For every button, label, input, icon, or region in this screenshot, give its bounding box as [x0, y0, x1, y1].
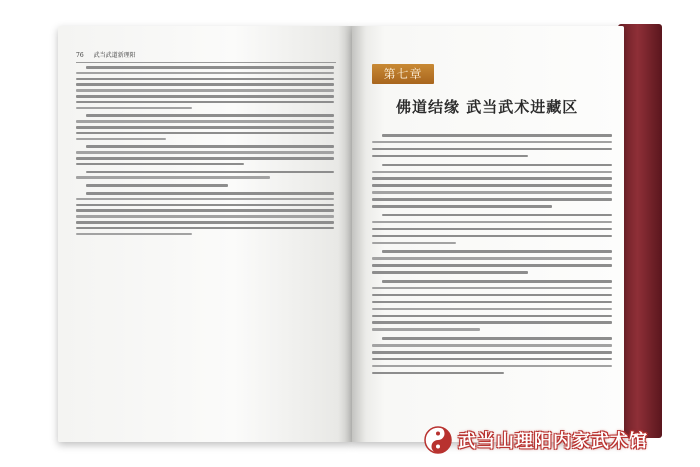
- text-line-placeholder: [76, 83, 334, 86]
- text-line-placeholder: [76, 233, 192, 236]
- text-line-placeholder: [372, 191, 612, 194]
- text-line-placeholder: [372, 221, 612, 224]
- text-line-placeholder: [76, 72, 334, 75]
- text-line-placeholder: [76, 209, 334, 212]
- text-line-placeholder: [86, 171, 334, 174]
- text-line-placeholder: [372, 358, 612, 361]
- text-line-placeholder: [372, 301, 612, 304]
- text-line-placeholder: [372, 372, 504, 375]
- text-line-placeholder: [76, 120, 334, 123]
- text-line-placeholder: [372, 328, 480, 331]
- text-line-placeholder: [76, 157, 334, 160]
- yin-yang-icon: [424, 426, 452, 454]
- text-line-placeholder: [382, 164, 612, 167]
- text-line-placeholder: [372, 242, 456, 245]
- text-line-placeholder: [76, 227, 334, 230]
- text-line-placeholder: [372, 264, 612, 267]
- text-line-placeholder: [372, 235, 612, 238]
- text-line-placeholder: [372, 287, 612, 290]
- text-line-placeholder: [372, 321, 612, 324]
- text-line-placeholder: [86, 192, 334, 195]
- text-line-placeholder: [86, 66, 334, 69]
- text-line-placeholder: [372, 228, 612, 231]
- running-header: [76, 50, 336, 63]
- running-head-title: 武当武道新理阳: [93, 52, 136, 59]
- text-line-placeholder: [372, 205, 552, 208]
- text-line-placeholder: [372, 344, 612, 347]
- text-line-placeholder: [382, 250, 612, 253]
- text-line-placeholder: [372, 271, 528, 274]
- text-line-placeholder: [76, 95, 334, 98]
- text-line-placeholder: [382, 214, 612, 217]
- text-line-placeholder: [76, 215, 334, 218]
- text-line-placeholder: [76, 176, 270, 179]
- page-number: 76: [76, 52, 84, 59]
- text-line-placeholder: [372, 141, 612, 144]
- left-page: [58, 26, 352, 442]
- text-line-placeholder: [382, 134, 612, 137]
- text-line-placeholder: [372, 171, 612, 174]
- text-line-placeholder: [86, 184, 228, 187]
- text-line-placeholder: [86, 145, 334, 148]
- text-line-placeholder: [76, 101, 334, 104]
- text-line-placeholder: [76, 221, 334, 224]
- text-line-placeholder: [76, 126, 334, 129]
- chapter-badge: 第七章: [372, 64, 434, 84]
- text-line-placeholder: [76, 89, 334, 92]
- text-line-placeholder: [372, 177, 612, 180]
- text-line-placeholder: [372, 294, 612, 297]
- text-line-placeholder: [372, 148, 612, 151]
- text-line-placeholder: [76, 138, 166, 141]
- text-line-placeholder: [372, 365, 612, 368]
- text-line-placeholder: [372, 308, 612, 311]
- text-line-placeholder: [86, 114, 334, 117]
- book-cover-edge: [618, 24, 662, 438]
- text-line-placeholder: [76, 151, 334, 154]
- text-line-placeholder: [372, 315, 612, 318]
- text-line-placeholder: [76, 78, 334, 81]
- watermark: [424, 426, 648, 454]
- text-line-placeholder: [372, 198, 612, 201]
- text-line-placeholder: [382, 337, 612, 340]
- text-line-placeholder: [76, 107, 192, 110]
- left-body-text: [76, 66, 334, 236]
- text-line-placeholder: [382, 280, 612, 283]
- text-line-placeholder: [76, 163, 244, 166]
- text-line-placeholder: [372, 257, 612, 260]
- text-line-placeholder: [372, 184, 612, 187]
- text-line-placeholder: [76, 204, 334, 207]
- text-line-placeholder: [372, 351, 612, 354]
- watermark-text: 武当山理阳内家武术馆: [458, 431, 648, 452]
- text-line-placeholder: [76, 198, 334, 201]
- chapter-title: 佛道结缘 武当武术进藏区: [396, 98, 579, 116]
- text-line-placeholder: [372, 155, 528, 158]
- right-page: [352, 26, 624, 442]
- right-body-text: [372, 134, 612, 434]
- text-line-placeholder: [76, 132, 334, 135]
